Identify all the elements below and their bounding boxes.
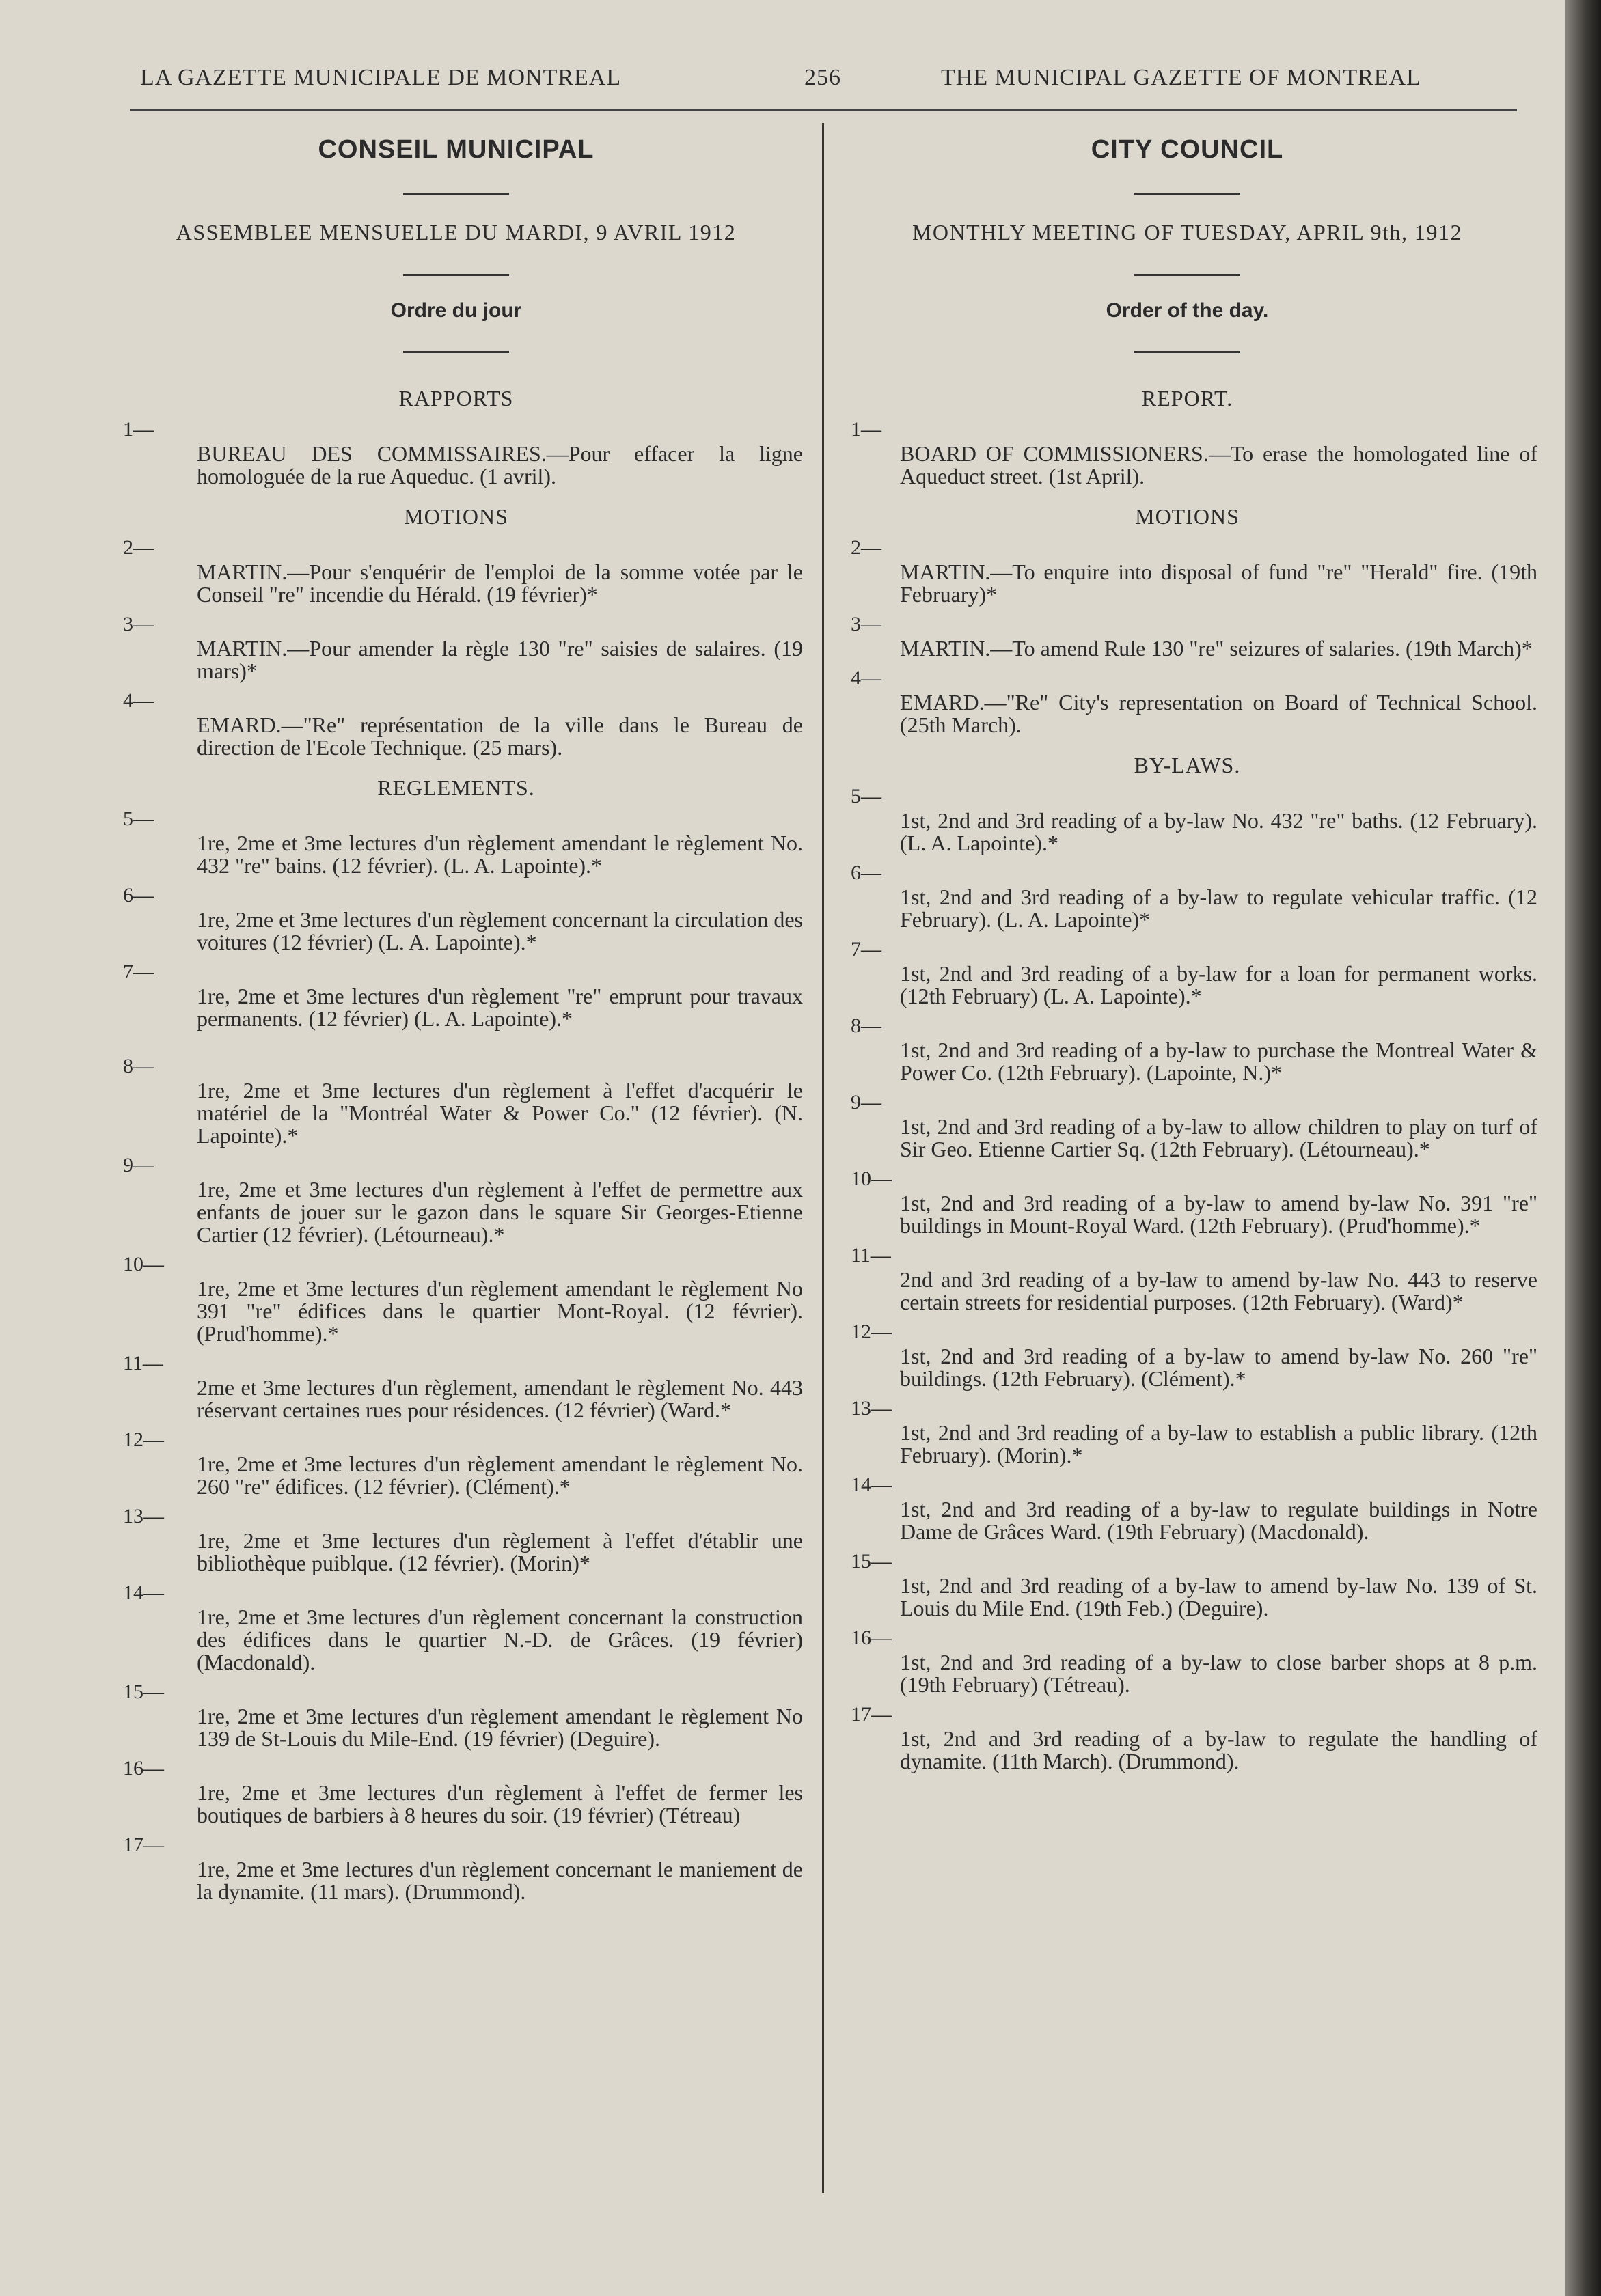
agenda-item	[109, 536, 803, 606]
item-number: 12—	[123, 1428, 164, 1451]
item-number: 13—	[851, 1397, 892, 1420]
item-text: 1re, 2me et 3me lectures d'un règlement concernant la circulation des voitures (12 février) (L. A. Lapointe).*	[197, 907, 803, 954]
english-order-of-day: Order of the day.	[1106, 299, 1269, 322]
divider	[1134, 193, 1240, 195]
item-number: 13—	[123, 1505, 164, 1527]
agenda-item	[837, 938, 1537, 1008]
item-number: 4—	[851, 667, 881, 689]
agenda-item	[109, 1352, 803, 1422]
item-number: 15—	[851, 1550, 892, 1573]
divider	[403, 193, 509, 195]
item-number: 9—	[123, 1154, 154, 1176]
divider	[403, 351, 509, 353]
item-number: 14—	[123, 1581, 164, 1604]
item-text: 1st, 2nd and 3rd reading of a by-law to regulate buildings in Notre Dame de Grâces Ward. (19th February) (Macdonald).	[900, 1497, 1537, 1544]
agenda-item	[837, 1627, 1537, 1696]
french-order-of-day: Ordre du jour	[390, 299, 522, 322]
item-text: 1re, 2me et 3me lectures d'un règlement à l'effet de permettre aux enfants de jouer sur le gazon dans le square Sir Georges-Etienne Cartier (12 février). (Létourneau).*	[197, 1177, 803, 1247]
french-section-bylaws: REGLEMENTS.	[377, 775, 535, 800]
item-text: 1re, 2me et 3me lectures d'un règlement concernant la construction des édifices dans le quartier N.-D. de Grâces. (19 février) (Macdonald).	[197, 1605, 803, 1674]
item-number: 2—	[851, 536, 881, 559]
item-number: 3—	[851, 613, 881, 635]
agenda-item	[109, 884, 803, 954]
french-meeting: ASSEMBLEE MENSUELLE DU MARDI, 9 AVRIL 1912	[176, 220, 737, 245]
item-text: 1st, 2nd and 3rd reading of a by-law to amend by-law No. 139 of St. Louis du Mile End. (19th Feb.) (Deguire).	[900, 1573, 1537, 1620]
agenda-item	[109, 1154, 803, 1246]
item-text: 1re, 2me et 3me lectures d'un règlement amendant le règlement No 139 de St-Louis du Mile-End. (19 février) (Deguire).	[197, 1704, 803, 1751]
english-meeting: MONTHLY MEETING OF TUESDAY, APRIL 9th, 1912	[912, 220, 1463, 245]
agenda-item	[109, 1581, 803, 1674]
agenda-item	[837, 1703, 1537, 1773]
item-number: 8—	[123, 1055, 154, 1077]
item-text: 1st, 2nd and 3rd reading of a by-law No. 432 "re" baths. (12 February). (L. A. Lapointe).*	[900, 808, 1537, 855]
item-number: 6—	[851, 861, 881, 884]
item-text: MARTIN.—To amend Rule 130 "re" seizures of salaries. (19th March)*	[900, 636, 1533, 661]
item-number: 17—	[851, 1703, 892, 1726]
divider	[1134, 351, 1240, 353]
french-section-reports: RAPPORTS	[398, 386, 514, 411]
agenda-item	[837, 1244, 1537, 1314]
item-number: 1—	[123, 418, 154, 441]
agenda-item	[837, 1550, 1537, 1620]
agenda-item	[109, 689, 803, 759]
french-title: CONSEIL MUNICIPAL	[318, 135, 594, 164]
agenda-item	[837, 785, 1537, 855]
item-number: 15—	[123, 1680, 164, 1703]
english-section-motions: MOTIONS	[1135, 504, 1240, 529]
item-number: 12—	[851, 1320, 892, 1343]
item-number: 16—	[123, 1757, 164, 1780]
agenda-item	[109, 418, 803, 488]
item-text: EMARD.—"Re" représentation de la ville dans le Bureau de direction de l'Ecole Technique. (25 mars).	[197, 713, 803, 760]
item-text: 1re, 2me et 3me lectures d'un règlement "re" emprunt pour travaux permanents. (12 février) (L. A. Lapointe).*	[197, 984, 803, 1031]
item-number: 7—	[851, 938, 881, 960]
french-section-motions: MOTIONS	[404, 504, 508, 529]
divider	[1134, 274, 1240, 276]
page-binding-shadow	[1565, 0, 1601, 2296]
english-column	[837, 130, 1537, 1773]
divider	[403, 274, 509, 276]
english-section-report: REPORT.	[1141, 386, 1233, 411]
item-text: 1re, 2me et 3me lectures d'un règlement à l'effet de fermer les boutiques de barbiers à 8 heures du soir. (19 février) (Tétreau)	[197, 1780, 803, 1827]
agenda-item	[837, 667, 1537, 736]
agenda-item	[837, 536, 1537, 606]
item-number: 10—	[851, 1167, 892, 1190]
item-text: 1st, 2nd and 3rd reading of a by-law to close barber shops at 8 p.m. (19th February) (Tétreau).	[900, 1650, 1537, 1697]
item-number: 4—	[123, 689, 154, 712]
item-number: 6—	[123, 884, 154, 907]
agenda-item	[109, 613, 803, 682]
english-title: CITY COUNCIL	[1091, 135, 1284, 164]
item-number: 5—	[123, 807, 154, 830]
item-text: EMARD.—"Re" City's representation on Board of Technical School. (25th March).	[900, 690, 1537, 737]
item-text: 1re, 2me et 3me lectures d'un règlement à l'effet d'établir une bibliothèque puiblque. (12 février). (Morin)*	[197, 1528, 803, 1575]
agenda-item	[109, 960, 803, 1030]
page-header	[133, 65, 1514, 106]
header-english-title: THE MUNICIPAL GAZETTE OF MONTREAL	[941, 65, 1421, 90]
agenda-item	[109, 1680, 803, 1750]
item-text: 1st, 2nd and 3rd reading of a by-law to amend by-law No. 391 "re" buildings in Mount-Royal Ward. (12th February). (Prud'homme).*	[900, 1191, 1537, 1238]
item-number: 16—	[851, 1627, 892, 1649]
agenda-item	[837, 861, 1537, 931]
item-text: 1st, 2nd and 3rd reading of a by-law to regulate vehicular traffic. (12 February). (L. A. Lapointe)*	[900, 885, 1537, 932]
item-number: 14—	[851, 1474, 892, 1496]
item-number: 2—	[123, 536, 154, 559]
item-text: BUREAU DES COMMISSAIRES.—Pour effacer la ligne homologuée de la rue Aqueduc. (1 avril).	[197, 441, 803, 488]
agenda-item	[837, 613, 1537, 660]
item-text: 1st, 2nd and 3rd reading of a by-law for a loan for permanent works. (12th February) (L. A. Lapointe).*	[900, 961, 1537, 1008]
item-number: 8—	[851, 1014, 881, 1037]
agenda-item	[837, 1091, 1537, 1161]
french-column	[109, 130, 803, 1903]
item-text: 1re, 2me et 3me lectures d'un règlement amendant le règlement No 391 "re" édifices dans le quartier Mont-Royal. (12 février). (Prud'homme).*	[197, 1276, 803, 1346]
item-number: 11—	[123, 1352, 163, 1374]
agenda-item	[109, 1253, 803, 1345]
agenda-item	[109, 807, 803, 877]
item-text: 1re, 2me et 3me lectures d'un règlement concernant le maniement de la dynamite. (11 mars). (Drummond).	[197, 1857, 803, 1904]
agenda-item	[837, 418, 1537, 488]
item-text: 1re, 2me et 3me lectures d'un règlement amendant le règlement No. 432 "re" bains. (12 février). (L. A. Lapointe).*	[197, 831, 803, 878]
item-number: 1—	[851, 418, 881, 441]
agenda-item	[109, 1428, 803, 1498]
item-text: 1st, 2nd and 3rd reading of a by-law to purchase the Montreal Water & Power Co. (12th February). (Lapointe, N.)*	[900, 1038, 1537, 1085]
agenda-item	[837, 1397, 1537, 1467]
header-rule	[130, 109, 1517, 111]
agenda-item	[837, 1474, 1537, 1543]
english-section-bylaws: BY-LAWS.	[1134, 753, 1241, 777]
item-text: 1re, 2me et 3me lectures d'un règlement amendant le règlement No. 260 "re" édifices. (12 février). (Clément).*	[197, 1452, 803, 1499]
item-number: 7—	[123, 960, 154, 983]
agenda-item	[837, 1320, 1537, 1390]
agenda-item	[109, 1757, 803, 1827]
item-number: 11—	[851, 1244, 891, 1267]
page-number: 256	[804, 65, 841, 90]
item-text: MARTIN.—Pour s'enquérir de l'emploi de la somme votée par le Conseil "re" incendie du Hérald. (19 février)*	[197, 559, 803, 607]
agenda-item	[109, 1505, 803, 1575]
agenda-item	[837, 1167, 1537, 1237]
item-text: 1st, 2nd and 3rd reading of a by-law to allow children to play on turf of Sir Geo. Etienne Cartier Sq. (12th February). (Létourneau).*	[900, 1114, 1537, 1161]
agenda-item	[109, 1055, 803, 1147]
item-text: 1st, 2nd and 3rd reading of a by-law to regulate the handling of dynamite. (11th March). (Drummond).	[900, 1726, 1537, 1773]
column-divider	[822, 123, 824, 2193]
item-text: MARTIN.—To enquire into disposal of fund "re" "Herald" fire. (19th February)*	[900, 559, 1537, 607]
item-text: BOARD OF COMMISSIONERS.—To erase the homologated line of Aqueduct street. (1st April).	[900, 441, 1537, 488]
item-number: 10—	[123, 1253, 164, 1275]
item-text: 1st, 2nd and 3rd reading of a by-law to establish a public library. (12th February). (Morin).*	[900, 1420, 1537, 1467]
item-text: 1st, 2nd and 3rd reading of a by-law to amend by-law No. 260 "re" buildings. (12th February). (Clément).*	[900, 1344, 1537, 1391]
item-text: 2me et 3me lectures d'un règlement, amendant le règlement No. 443 réservant certaines rues pour résidences. (12 février) (Ward.*	[197, 1375, 803, 1422]
item-text: 1re, 2me et 3me lectures d'un règlement à l'effet d'acquérir le matériel de la "Montréal Water & Power Co." (12 février). (N. Lapointe).*	[197, 1078, 803, 1148]
item-text: MARTIN.—Pour amender la règle 130 "re" saisies de salaires. (19 mars)*	[197, 636, 803, 683]
item-number: 3—	[123, 613, 154, 635]
agenda-item	[837, 1014, 1537, 1084]
agenda-item	[109, 1834, 803, 1903]
item-number: 17—	[123, 1834, 164, 1856]
item-number: 5—	[851, 785, 881, 807]
item-text: 2nd and 3rd reading of a by-law to amend by-law No. 443 to reserve certain streets for residential purposes. (12th February). (Ward)*	[900, 1267, 1537, 1314]
header-french-title: LA GAZETTE MUNICIPALE DE MONTREAL	[140, 65, 622, 90]
item-number: 9—	[851, 1091, 881, 1114]
